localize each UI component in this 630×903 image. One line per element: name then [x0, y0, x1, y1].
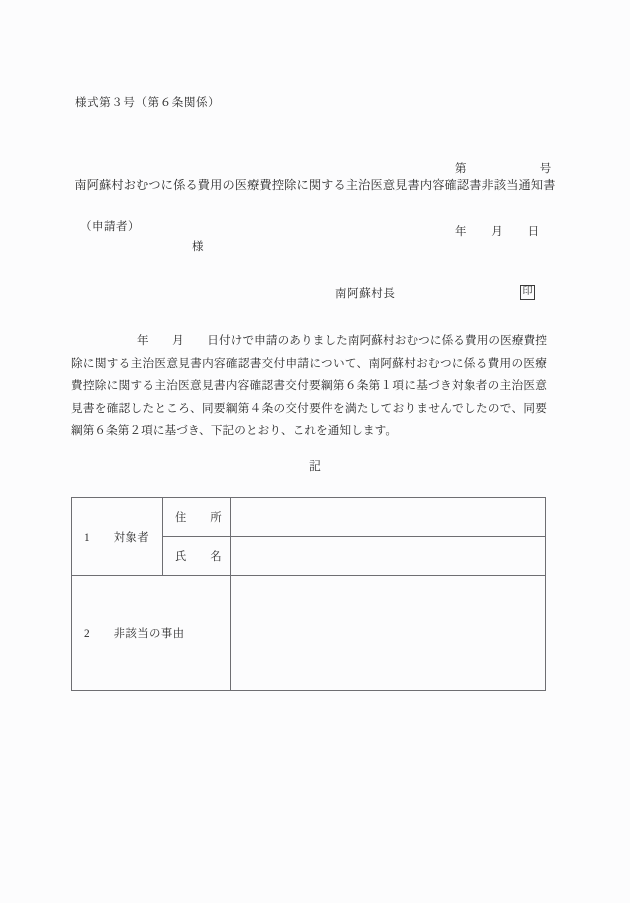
- applicant-honorific: 様: [192, 241, 204, 253]
- sub-label-name: 氏 名: [163, 537, 231, 576]
- document-date-line: 年 月 日: [455, 226, 540, 238]
- ki-marker: 記: [309, 459, 321, 473]
- seal-icon: 印: [520, 285, 535, 300]
- form-number: 様式第３号（第６条関係）: [75, 97, 221, 109]
- value-address[interactable]: [231, 498, 546, 537]
- value-reason[interactable]: [231, 576, 546, 691]
- sub-label-address: 住 所: [163, 498, 231, 537]
- body-paragraph-text: 年 月 日付けで申請のありました南阿蘇村おむつに係る費用の医療費控除に関する主治医意見書内容確認書交付申請について、南阿蘇村おむつに係る費用の医療費控除に関する主治医意見書内容確認書交付要綱第６条第１項に基づき対象者の主治医意見書を確認したところ、同要綱第４条の交付要件を満たしておりませんでしたので、同要綱第６条第２項に基づき、下記のとおり、これを通知します。: [71, 334, 547, 438]
- page-title: 南阿蘇村おむつに係る費用の医療費控除に関する主治医意見書内容確認書非該当通知書: [74, 178, 556, 192]
- applicant-label: （申請者）: [80, 221, 140, 233]
- row-label-target-person: 1 対象者: [72, 498, 163, 576]
- table-row: [72, 576, 546, 691]
- document-number-line: 第 号: [455, 163, 552, 175]
- table-row: [72, 498, 546, 537]
- value-name[interactable]: [231, 537, 546, 576]
- row-label-reason: 2 非該当の事由: [72, 576, 231, 691]
- issuer-row: [335, 285, 535, 301]
- body-paragraph: [71, 330, 547, 443]
- issuer-name: 南阿蘇村長: [335, 288, 396, 300]
- notification-table: [71, 497, 546, 691]
- document-number-block: [455, 117, 552, 285]
